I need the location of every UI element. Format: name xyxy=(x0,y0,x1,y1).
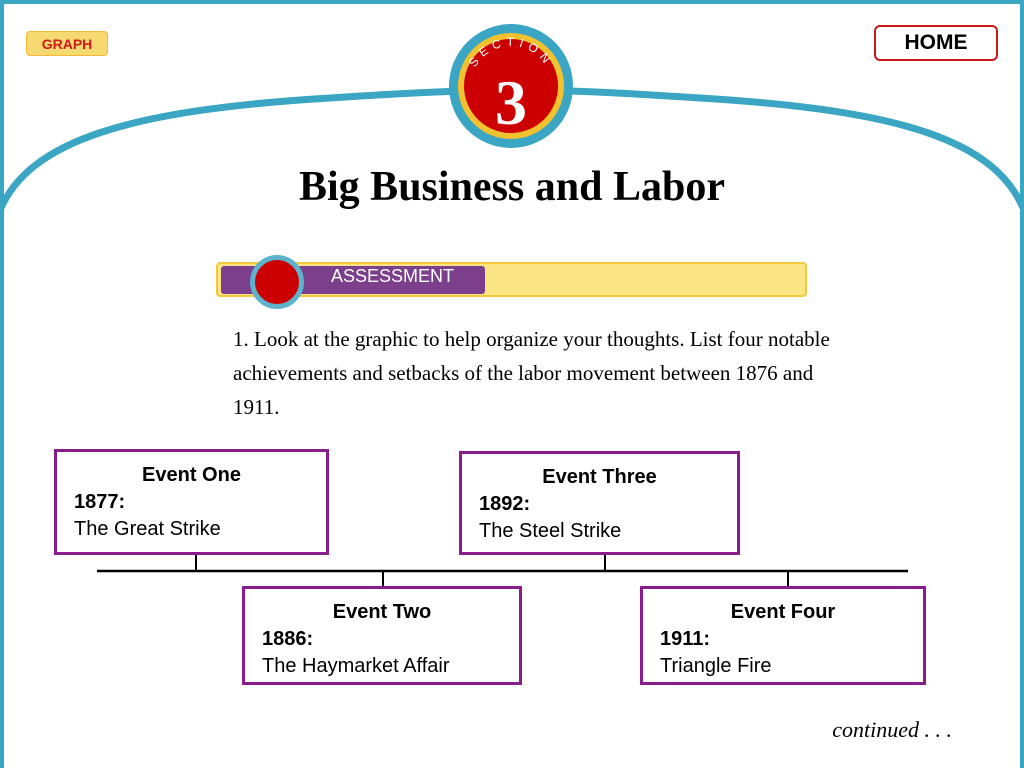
event-box-four xyxy=(640,586,926,685)
event-box-one xyxy=(54,449,329,555)
event-description: The Haymarket Affair xyxy=(262,655,450,677)
event-name: Event Two xyxy=(332,601,432,623)
continued-label: continued . . . xyxy=(832,717,952,742)
section-word: SECTION xyxy=(465,34,557,70)
assessment-label: ASSESSMENT xyxy=(330,266,455,286)
home-button[interactable]: HOME xyxy=(874,25,998,61)
event-year: 1892: xyxy=(479,493,531,515)
event-name: Event One xyxy=(142,464,241,486)
event-description: Triangle Fire xyxy=(660,655,772,677)
section-badge xyxy=(449,24,573,148)
event-year: 1886: xyxy=(262,628,314,650)
event-year: 1877: xyxy=(74,491,126,513)
event-box-two xyxy=(242,586,522,685)
event-description: The Great Strike xyxy=(74,518,221,540)
page-title: Big Business and Labor xyxy=(299,164,725,210)
event-name: Event Four xyxy=(730,601,836,623)
assessment-badge-icon xyxy=(250,255,304,309)
section-number: 3 xyxy=(495,67,527,138)
event-name: Event Three xyxy=(542,466,657,488)
event-description: The Steel Strike xyxy=(479,520,622,542)
question-text: 1. Look at the graphic to help organize your thoughts. List four notable achievements and setbacks of the labor movement between 1876 and 1911. xyxy=(233,327,830,419)
event-year: 1911: xyxy=(660,628,711,650)
event-box-three xyxy=(459,451,740,555)
graph-button[interactable]: GRAPH xyxy=(26,31,108,56)
